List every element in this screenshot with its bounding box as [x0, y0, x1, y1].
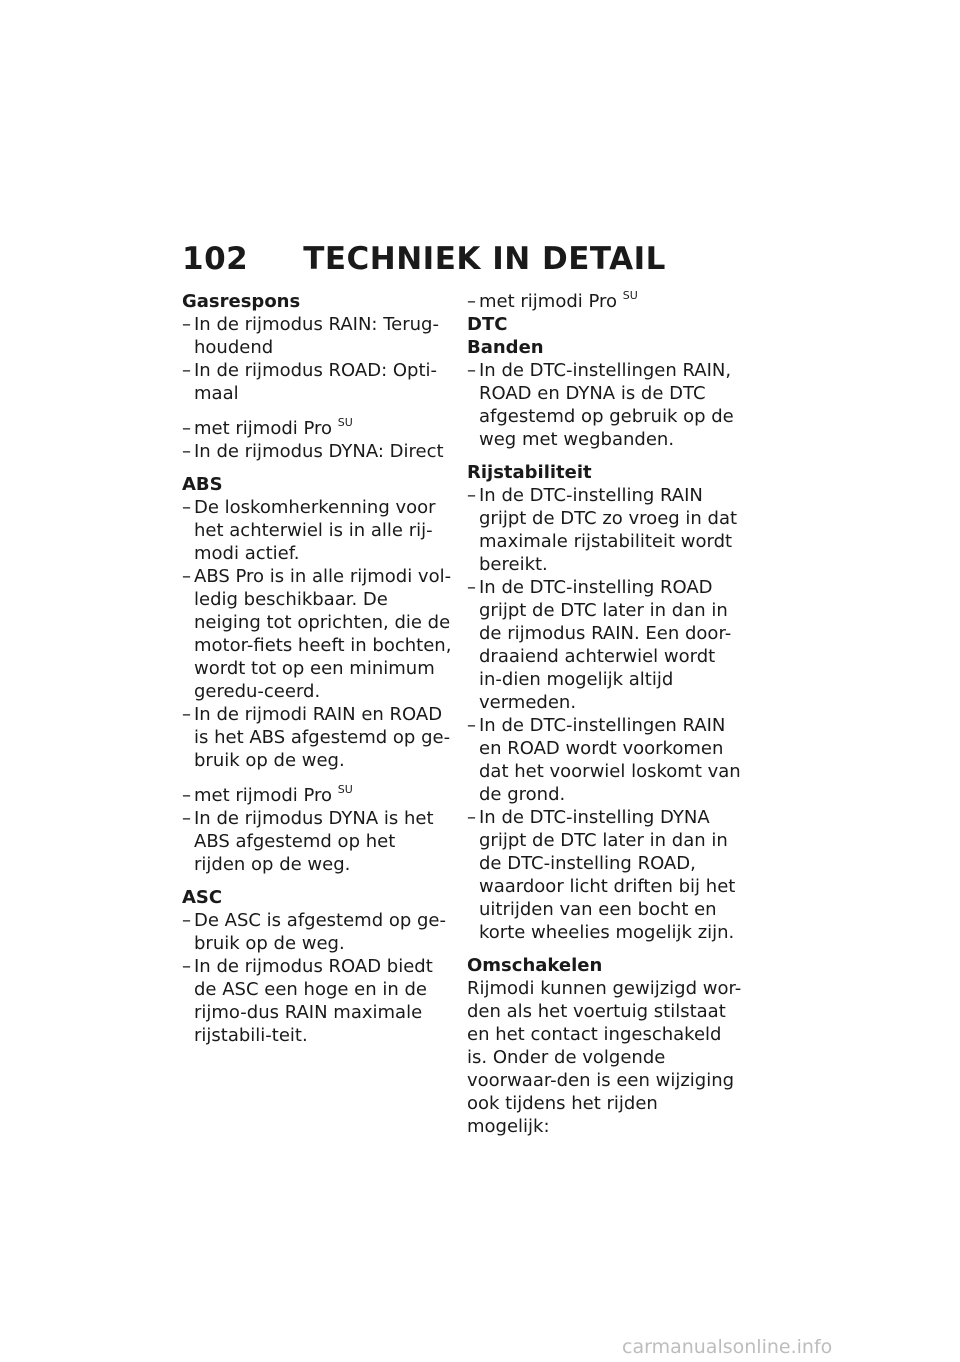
list-item: [182, 807, 452, 876]
list-item-text: In de rijmodus RAIN: Terug-houdend: [194, 314, 439, 358]
omschakelen-paragraph: Rijmodi kunnen gewijzigd wor-den als het voertuig stilstaat en het contact ingeschakeld is. Onder de volgende voorwaar-den is een wijziging ook tijdens het rijden mogelijk:: [467, 978, 742, 1137]
pro-list: [467, 290, 742, 313]
section-heading-abs: ABS: [182, 474, 223, 495]
subheading-omschakelen: Omschakelen: [467, 955, 603, 976]
gasrespons-list: [182, 313, 452, 463]
subheading-rijstabiliteit: Rijstabiliteit: [467, 462, 592, 483]
watermark-text: carmanualsonline.info: [622, 1336, 833, 1358]
left-column: [182, 290, 452, 1047]
list-item-text: In de rijmodi RAIN en ROAD is het ABS afgestemd op ge-bruik op de weg.: [194, 704, 451, 771]
list-item: [182, 784, 452, 807]
list-item-text: In de DTC-instelling DYNA grijpt de DTC later in dan in de DTC-instelling ROAD, waardoor licht driften bij het uitrijden van een bocht en korte wheelies mogelijk zijn.: [479, 807, 736, 943]
list-item-text: In de DTC-instellingen RAIN, ROAD en DYNA is de DTC afgestemd op gebruik op de weg met wegbanden.: [479, 360, 734, 450]
asc-list: [182, 909, 452, 1047]
list-item-text: met rijmodi Pro: [194, 785, 333, 806]
list-item-text: In de rijmodus DYNA: Direct: [194, 441, 444, 462]
superscript-label: SU: [337, 783, 353, 796]
list-item-text: In de DTC-instelling RAIN grijpt de DTC zo vroeg in dat maximale rijstabiliteit wordt bereikt.: [479, 485, 738, 575]
superscript-label: SU: [622, 289, 638, 302]
chapter-title: TECHNIEK IN DETAIL: [303, 241, 666, 277]
list-item: [467, 576, 742, 714]
list-item-text: De loskomherkenning voor het achterwiel is in alle rij-modi actief.: [194, 497, 436, 564]
list-item: [182, 909, 452, 955]
list-item: [182, 565, 452, 703]
list-item-text: met rijmodi Pro: [479, 291, 618, 312]
list-item-text: In de rijmodus ROAD: Opti-maal: [194, 360, 438, 404]
list-item-text: In de rijmodus DYNA is het ABS afgestemd op het rijden op de weg.: [194, 808, 434, 875]
list-item-text: met rijmodi Pro: [194, 418, 333, 439]
superscript-label: SU: [337, 416, 353, 429]
list-item-text: In de rijmodus ROAD biedt de ASC een hoge en in de rijmo-dus RAIN maximale rijstabili-teit.: [194, 956, 433, 1046]
section-heading-gasrespons: Gasrespons: [182, 291, 301, 312]
list-item: [182, 417, 452, 440]
section-heading-dtc: DTC: [467, 314, 508, 335]
list-item: [182, 359, 452, 405]
list-item-text: In de DTC-instelling ROAD grijpt de DTC later in dan in de rijmodus RAIN. Een door-draaiend achterwiel wordt in-dien mogelijk altijd vermeden.: [479, 577, 732, 713]
list-item: [182, 955, 452, 1047]
section-heading-asc: ASC: [182, 887, 223, 908]
list-item: [182, 440, 452, 463]
abs-list: [182, 496, 452, 876]
list-item: [467, 714, 742, 806]
right-column: [467, 290, 742, 1138]
page-header: [182, 241, 666, 277]
list-item: [182, 496, 452, 565]
list-item-text: De ASC is afgestemd op ge-bruik op de weg.: [194, 910, 446, 954]
list-item: [182, 313, 452, 359]
subheading-banden: Banden: [467, 337, 544, 358]
list-item-text: In de DTC-instellingen RAIN en ROAD wordt voorkomen dat het voorwiel loskomt van de grond.: [479, 715, 741, 805]
page-number: 102: [182, 241, 249, 277]
list-item: [467, 359, 742, 451]
list-item: [467, 806, 742, 944]
list-item: [182, 703, 452, 772]
list-item-text: ABS Pro is in alle rijmodi vol-ledig beschikbaar. De neiging tot oprichten, die de motor-fiets heeft in bochten, wordt tot op een minimum geredu-ceerd.: [194, 566, 452, 702]
list-item: [467, 484, 742, 576]
list-item: [467, 290, 742, 313]
banden-list: [467, 359, 742, 451]
rijstabiliteit-list: [467, 484, 742, 944]
